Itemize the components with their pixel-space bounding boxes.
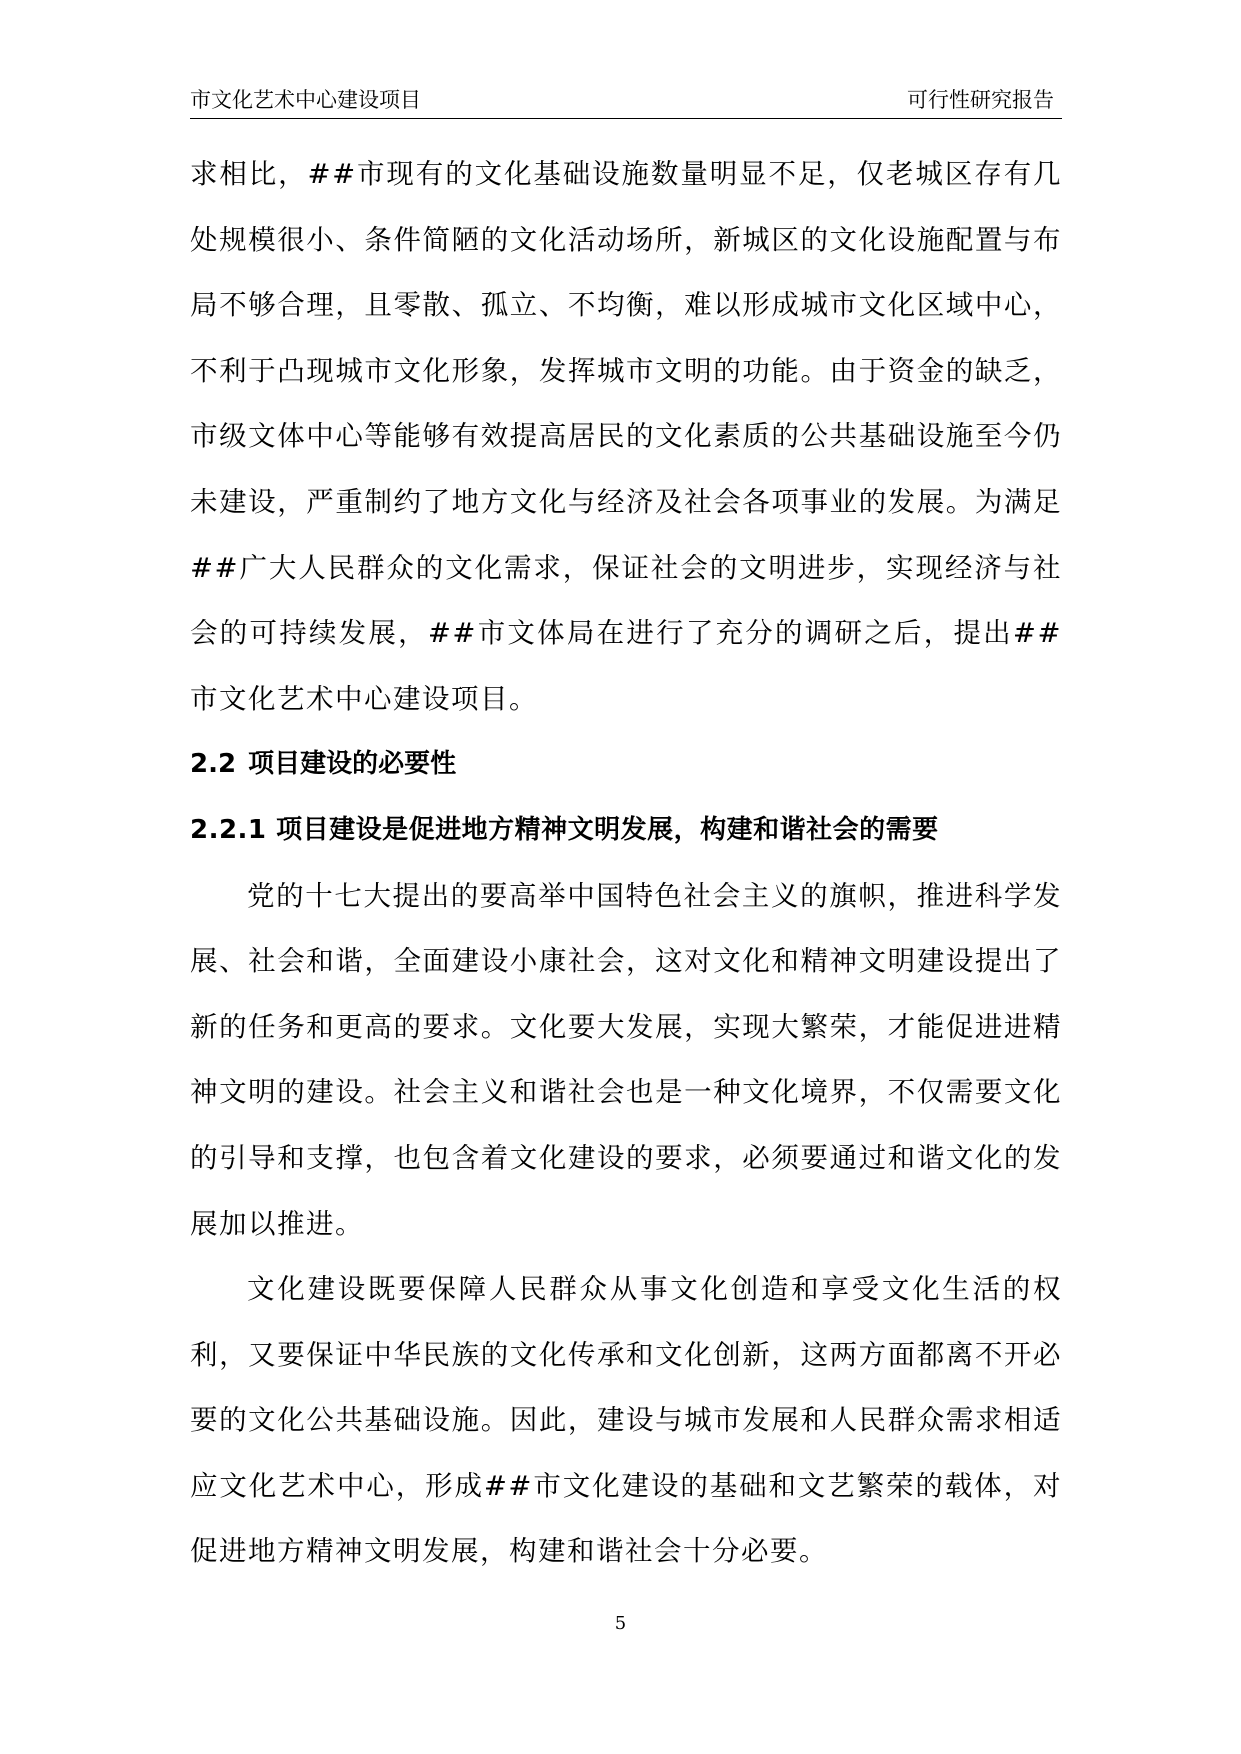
header-report-title: 可行性研究报告 [907,88,1054,112]
subsection-number: 2.2.1 [190,814,267,845]
page-content [190,142,1062,1585]
paragraph: 文化建设既要保障人民群众从事文化创造和享受文化生活的权利，又要保证中华民族的文化传承和文化创新，这两方面都离不开必要的文化公共基础设施。因此，建设与城市发展和人民群众需求相适应文化艺术中心，形成##市文化建设的基础和文艺繁荣的载体，对促进地方精神文明发展，构建和谐社会十分必要。 [190,1273,1062,1568]
page-number: 5 [614,1613,627,1634]
paragraph: 求相比，##市现有的文化基础设施数量明显不足，仅老城区存有几处规模很小、条件简陋的文化活动场所，新城区的文化设施配置与布局不够合理，且零散、孤立、不均衡，难以形成城市文化区域中心，不利于凸现城市文化形象，发挥城市文明的功能。由于资金的缺乏，市级文体中心等能够有效提高居民的文化素质的公共基础设施至今仍未建设，严重制约了地方文化与经济及社会各项事业的发展。为满足##广大人民群众的文化需求，保证社会的文明进步，实现经济与社会的可持续发展，##市文体局在进行了充分的调研之后，提出##市文化艺术中心建设项目。 [190,158,1062,715]
page-header [190,82,1062,119]
paragraph: 党的十七大提出的要高举中国特色社会主义的旗帜，推进科学发展、社会和谐，全面建设小康社会，这对文化和精神文明建设提出了新的任务和更高的要求。文化要大发展，实现大繁荣，才能促进进精神文明的建设。社会主义和谐社会也是一种文化境界，不仅需要文化的引导和支撑，也包含着文化建设的要求，必须要通过和谐文化的发展加以推进。 [190,879,1062,1240]
section-heading [190,732,1062,798]
section-number: 2.2 [190,749,237,780]
subsection-title: 项目建设是促进地方精神文明发展，构建和谐社会的需要 [276,814,939,845]
subsection-heading [190,798,1062,864]
header-project-title: 市文化艺术中心建设项目 [190,88,421,112]
section-title: 项目建设的必要性 [248,749,457,780]
